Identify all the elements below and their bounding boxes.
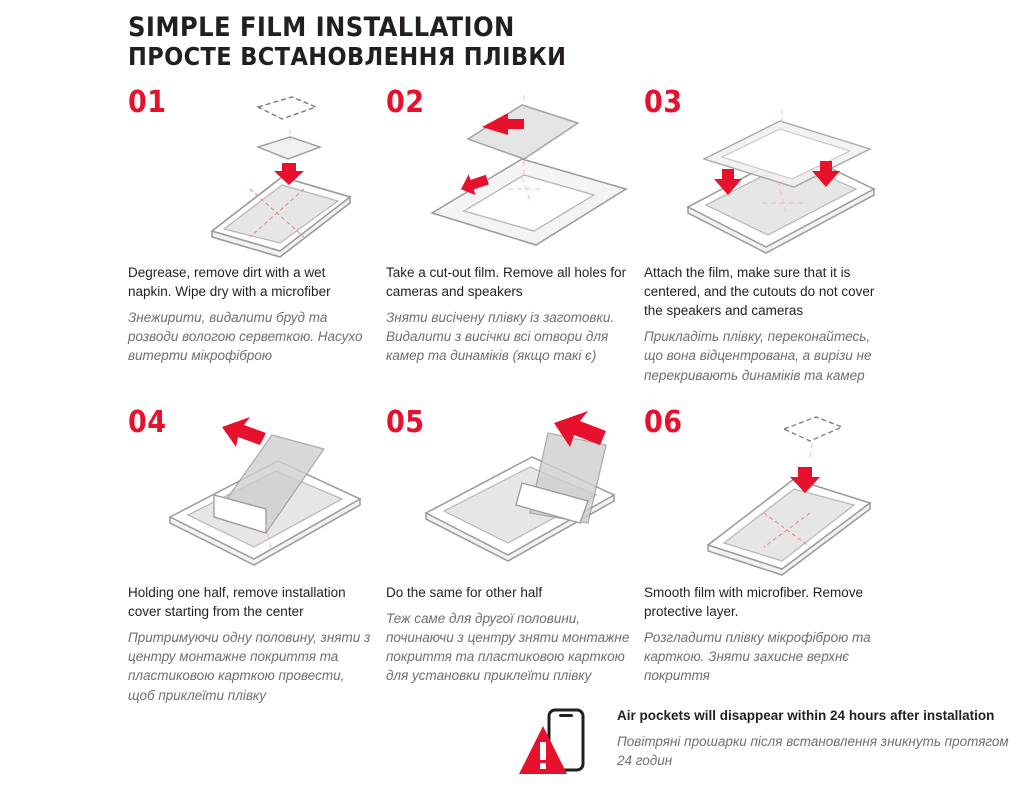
step-text-en: Holding one half, remove installation cover starting from the center	[128, 584, 346, 619]
page-title-uk: ПРОСТЕ ВСТАНОВЛЕННЯ ПЛІВКИ	[128, 42, 567, 72]
step-text-en: Take a cut-out film. Remove all holes for cameras and speakers	[386, 264, 627, 299]
step-number: 02	[386, 84, 425, 120]
page-title-en: SIMPLE FILM INSTALLATION	[128, 12, 515, 43]
step-05	[386, 405, 644, 705]
footer-text-block	[617, 706, 1024, 770]
step-text-en: Smooth film with microfiber. Remove protective layer.	[644, 584, 864, 619]
step-06-illustration	[670, 405, 888, 581]
step-02-illustration	[412, 85, 630, 261]
step-text-en: Do the same for other half	[386, 584, 543, 600]
step-04	[128, 405, 386, 705]
step-03-illustration	[670, 85, 888, 261]
step-text-uk: Розгладити плівку мікрофіброю та карткою. Зняти захисне верхнє покриття	[644, 630, 871, 684]
step-text-en: Attach the film, make sure that it is centered, and the cutouts do not cover the speakers and cameras	[644, 264, 875, 319]
step-01-illustration	[154, 85, 372, 261]
step-number: 05	[386, 404, 425, 440]
step-text-uk: Зняти висічену плівку із заготовки. Видалити з висічки всі отвори для камер та динаміків (якщо такі є)	[386, 310, 615, 364]
step-06	[644, 405, 902, 705]
header	[128, 14, 984, 71]
step-02	[386, 85, 644, 385]
step-text-en: Degrease, remove dirt with a wet napkin. Wipe dry with a microfiber	[128, 264, 331, 299]
footer-note	[515, 706, 1024, 785]
step-number: 06	[644, 404, 683, 440]
step-number: 01	[128, 84, 167, 120]
step-text-uk: Знежирити, видалити бруд та розводи вологою серветкою. Насухо витерти мікрофіброю	[128, 310, 363, 364]
step-05-illustration	[412, 405, 630, 581]
step-number: 03	[644, 84, 683, 120]
step-text-uk: Притримуючи одну половину, зняти з центру монтажне покриття та пластиковою карткою провести, щоб приклеїти плівку	[128, 630, 371, 703]
step-03	[644, 85, 902, 385]
step-01	[128, 85, 386, 385]
step-04-illustration	[154, 405, 372, 581]
steps-row-2	[128, 385, 984, 705]
warning-triangle-phone-icon	[515, 708, 601, 785]
step-number: 04	[128, 404, 167, 440]
step-text-uk: Прикладіть плівку, переконайтесь, що вона відцентрована, а вирізи не перекривають динаміків та камер	[644, 329, 872, 383]
steps-row-1	[128, 85, 984, 385]
footer-note-uk: Повітряні прошарки після встановлення зникнуть протягом 24 годин	[617, 734, 1009, 769]
footer-note-en: Air pockets will disappear within 24 hours after installation	[617, 708, 995, 723]
step-text-uk: Теж саме для другої половини, починаючи з центру зняти монтажне покриття та пластиковою карткою для установки приклеїти плівку	[386, 610, 630, 684]
